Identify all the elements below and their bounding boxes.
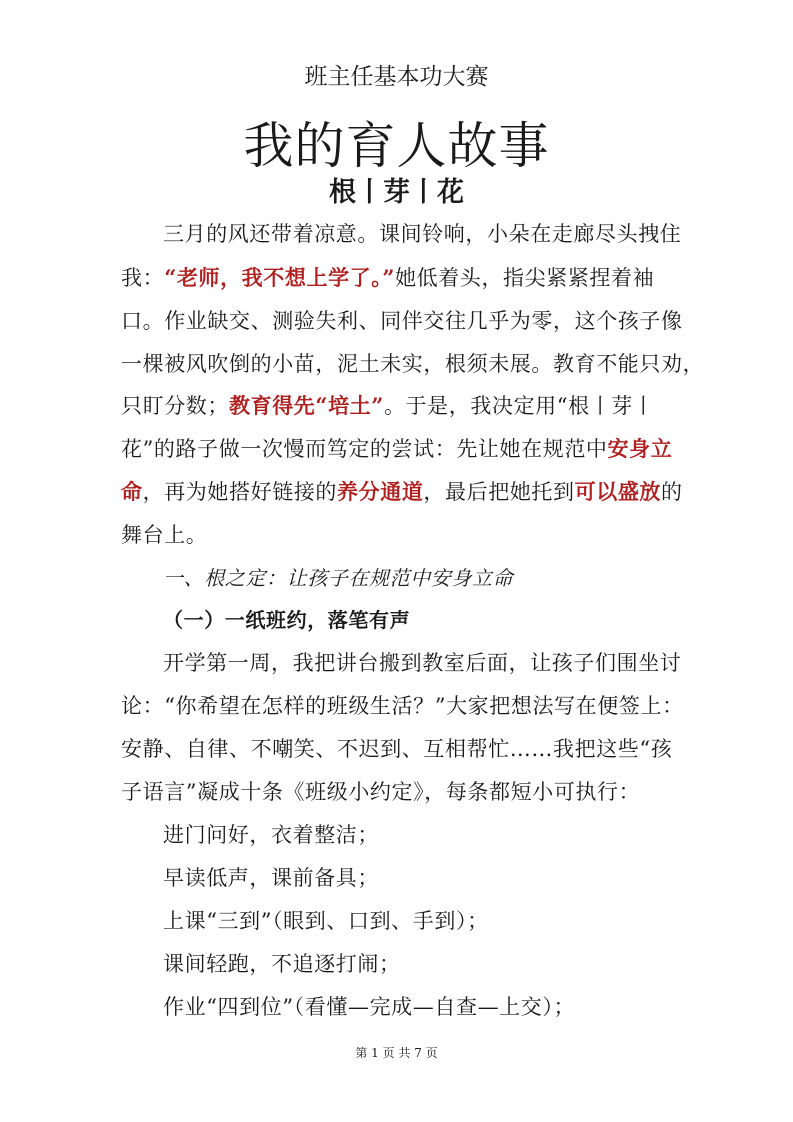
emphasis-highlight: 命 [121, 479, 143, 504]
text-line: 三月的风还带着凉意。课间铃响，小朵在走廊尽头拽住 [163, 222, 682, 246]
section-heading: 一、根之定：让孩子在规范中安身立命 [163, 566, 514, 590]
text-line [121, 390, 655, 420]
emphasis-highlight: 可以盛放 [574, 479, 662, 504]
text-span: 。于是，我决定用“根丨芽丨 [383, 394, 655, 418]
quote-highlight: “老师，我不想上学了。” [164, 265, 396, 290]
text-line [121, 476, 683, 506]
text-line [121, 262, 654, 292]
list-item: 课间轻跑，不追逐打闹； [163, 952, 401, 976]
text-line: 子语言”凝成十条《班级小约定》，每条都短小可执行： [121, 780, 641, 804]
list-item: 早读低声，课前备具； [163, 866, 379, 890]
document-title: 我的育人故事 [243, 117, 550, 175]
text-span: 的 [661, 480, 683, 504]
text-line: 开学第一周，我把讲台搬到教室后面，让孩子们围坐讨 [163, 651, 682, 675]
text-line: 安静、自律、不嘲笑、不迟到、互相帮忙……我把这些“孩 [121, 737, 673, 761]
text-span: ，最后把她托到 [423, 480, 575, 504]
text-line: 舞台上。 [121, 523, 208, 547]
subsection-heading: （一）一纸班约，落笔有声 [163, 608, 411, 632]
list-item: 作业“四到位”（看懂—完成—自查—上交）； [163, 995, 576, 1019]
text-span: 只盯分数； [121, 394, 229, 418]
emphasis-highlight: 养分通道 [337, 479, 424, 504]
text-line: 论：“你希望在怎样的班级生活？”大家把想法写在便签上： [121, 694, 684, 718]
list-item: 上课“三到”（眼到、口到、手到）； [163, 909, 489, 933]
document-header: 班主任基本功大赛 [304, 64, 489, 90]
text-span: 花”的路子做一次慢而笃定的尝试：先让她在规范中 [121, 437, 608, 461]
document-subtitle: 根丨芽丨花 [329, 177, 464, 208]
text-line [121, 433, 672, 463]
text-span: 她低着头，指尖紧紧捏着袖 [395, 266, 655, 290]
emphasis-highlight: 教育得先“培土” [229, 393, 384, 418]
page-footer: 第 1 页 共 7 页 [355, 1046, 438, 1060]
text-line: 口。作业缺交、测验失利、同伴交往几乎为零，这个孩子像 [121, 309, 683, 333]
list-item: 进门问好，衣着整洁； [163, 823, 379, 847]
emphasis-highlight: 安身立 [607, 436, 673, 461]
text-span: ，再为她搭好链接的 [142, 480, 338, 504]
text-line: 一棵被风吹倒的小苗，泥土未实，根须未展。教育不能只劝， [121, 352, 705, 376]
text-span: 我： [121, 266, 165, 290]
